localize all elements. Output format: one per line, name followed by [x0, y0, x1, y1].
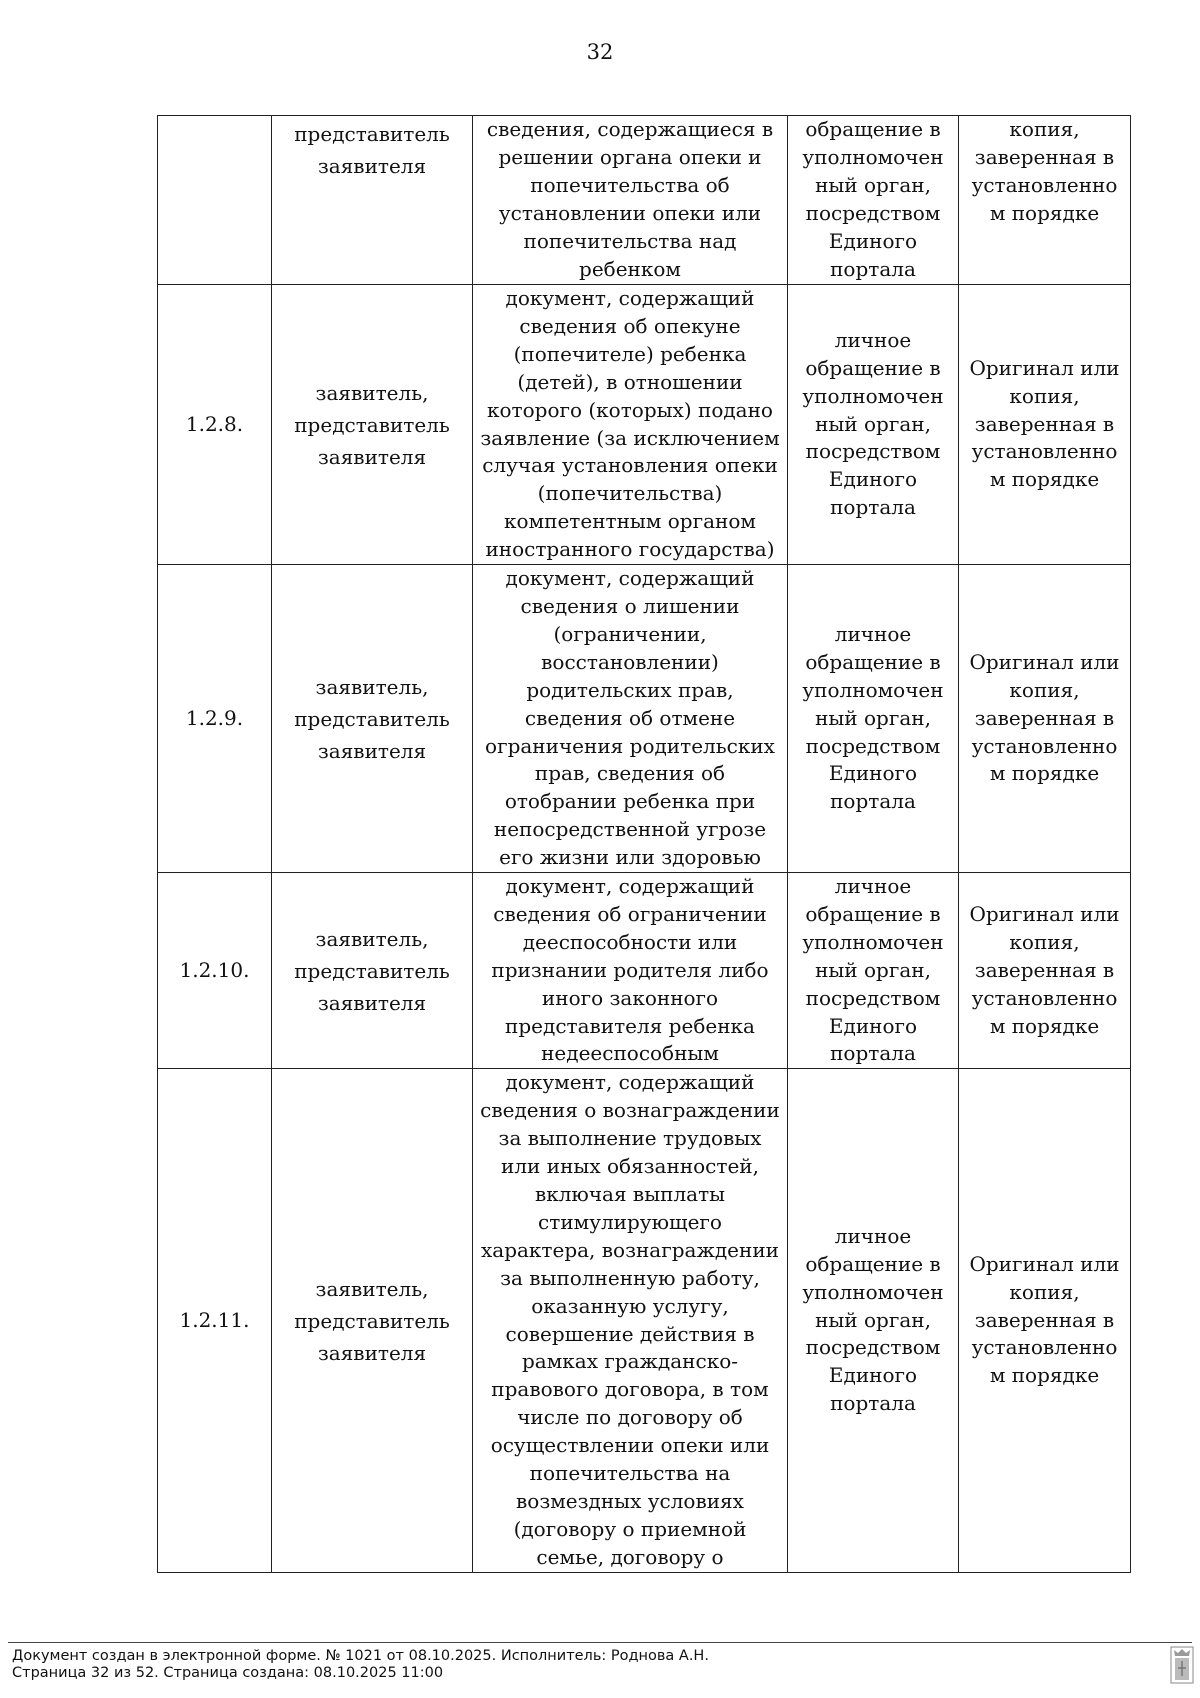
row-number: 1.2.10. — [158, 873, 272, 1069]
info-cell — [473, 1069, 788, 1572]
method-cell — [788, 565, 959, 873]
form-text: Оригинал или копия, заверенная в установленно м порядке — [969, 901, 1120, 1038]
row-number: 1.2.8. — [158, 285, 272, 565]
table-row — [158, 565, 1131, 873]
applicant-text: заявитель, представитель заявителя — [294, 380, 450, 469]
method-text: личное обращение в уполномочен ный орган, посредством Единого портала — [802, 1223, 944, 1416]
info-text: документ, содержащий сведения об опекуне (попечителе) ребенка (детей), в отношении которого (которых) подано заявление (за исключением случая установления опеки (попечительства) компетентным органом иностранного государства) — [480, 286, 780, 562]
applicant-text: заявитель, представитель заявителя — [294, 674, 450, 763]
documents-table — [157, 115, 1131, 1573]
form-text: копия, заверенная в установленно м порядке — [971, 117, 1118, 225]
info-text: документ, содержащий сведения о лишении (ограничении, восстановлении) родительских прав, сведения об отмене ограничения родительских прав, сведения об отобрании ребенка при непосредственной угрозе его жизни или здоровью — [485, 566, 775, 870]
page-number: 32 — [586, 40, 614, 64]
info-text: документ, содержащий сведения о вознаграждении за выполнение трудовых или иных обязанностей, включая выплаты стимулирующего характера, вознаграждении за выполненную работу, оказанную услугу, совершение действия в рамках гражданско- правового договора, в том числе по договору об осуществлении опеки или попечительства на возмездных условиях (договору о приемной семье, договору о — [480, 1070, 780, 1569]
form-text: Оригинал или копия, заверенная в установленно м порядке — [969, 355, 1120, 492]
applicant-cell — [272, 1069, 473, 1572]
applicant-text: заявитель, представитель заявителя — [294, 926, 450, 1015]
applicant-text: заявитель, представитель заявителя — [294, 1276, 450, 1365]
table-row — [158, 873, 1131, 1069]
method-text: обращение в уполномочен ный орган, посредством Единого портала — [802, 117, 944, 281]
form-cell — [959, 873, 1131, 1069]
footer-line-1: Документ создан в электронной форме. № 1021 от 08.10.2025. Исполнитель: Роднова А.Н. — [12, 1648, 709, 1664]
applicant-cell — [272, 873, 473, 1069]
method-text: личное обращение в уполномочен ный орган, посредством Единого портала — [802, 327, 944, 520]
method-text: личное обращение в уполномочен ный орган, посредством Единого портала — [802, 621, 944, 814]
form-cell — [959, 285, 1131, 565]
table-row — [158, 116, 1131, 285]
info-cell — [473, 565, 788, 873]
form-cell — [959, 565, 1131, 873]
footer-line-2: Страница 32 из 52. Страница создана: 08.10.2025 11:00 — [12, 1665, 444, 1681]
info-cell — [473, 285, 788, 565]
method-cell — [788, 873, 959, 1069]
emblem-icon — [1170, 1646, 1194, 1684]
row-number: 1.2.9. — [158, 565, 272, 873]
info-text: документ, содержащий сведения об ограничении дееспособности или признании родителя либо иного законного представителя ребенка недееспособным — [491, 874, 769, 1066]
applicant-cell — [272, 565, 473, 873]
method-cell — [788, 285, 959, 565]
applicant-cell — [272, 285, 473, 565]
info-cell — [473, 873, 788, 1069]
table-row — [158, 1069, 1131, 1572]
applicant-cell — [272, 116, 473, 285]
info-text: сведения, содержащиеся в решении органа опеки и попечительства об установлении опеки или попечительства над ребенком — [486, 117, 774, 281]
info-cell — [473, 116, 788, 285]
row-number — [158, 116, 272, 285]
table-row — [158, 285, 1131, 565]
method-cell — [788, 116, 959, 285]
row-number: 1.2.11. — [158, 1069, 272, 1572]
form-cell — [959, 1069, 1131, 1572]
form-text: Оригинал или копия, заверенная в установленно м порядке — [969, 1251, 1120, 1388]
form-text: Оригинал или копия, заверенная в установленно м порядке — [969, 649, 1120, 786]
method-cell — [788, 1069, 959, 1572]
footer — [12, 1648, 709, 1682]
form-cell — [959, 116, 1131, 285]
footer-divider — [8, 1642, 1192, 1643]
method-text: личное обращение в уполномочен ный орган, посредством Единого портала — [802, 874, 944, 1066]
applicant-text: представитель заявителя — [294, 122, 450, 178]
